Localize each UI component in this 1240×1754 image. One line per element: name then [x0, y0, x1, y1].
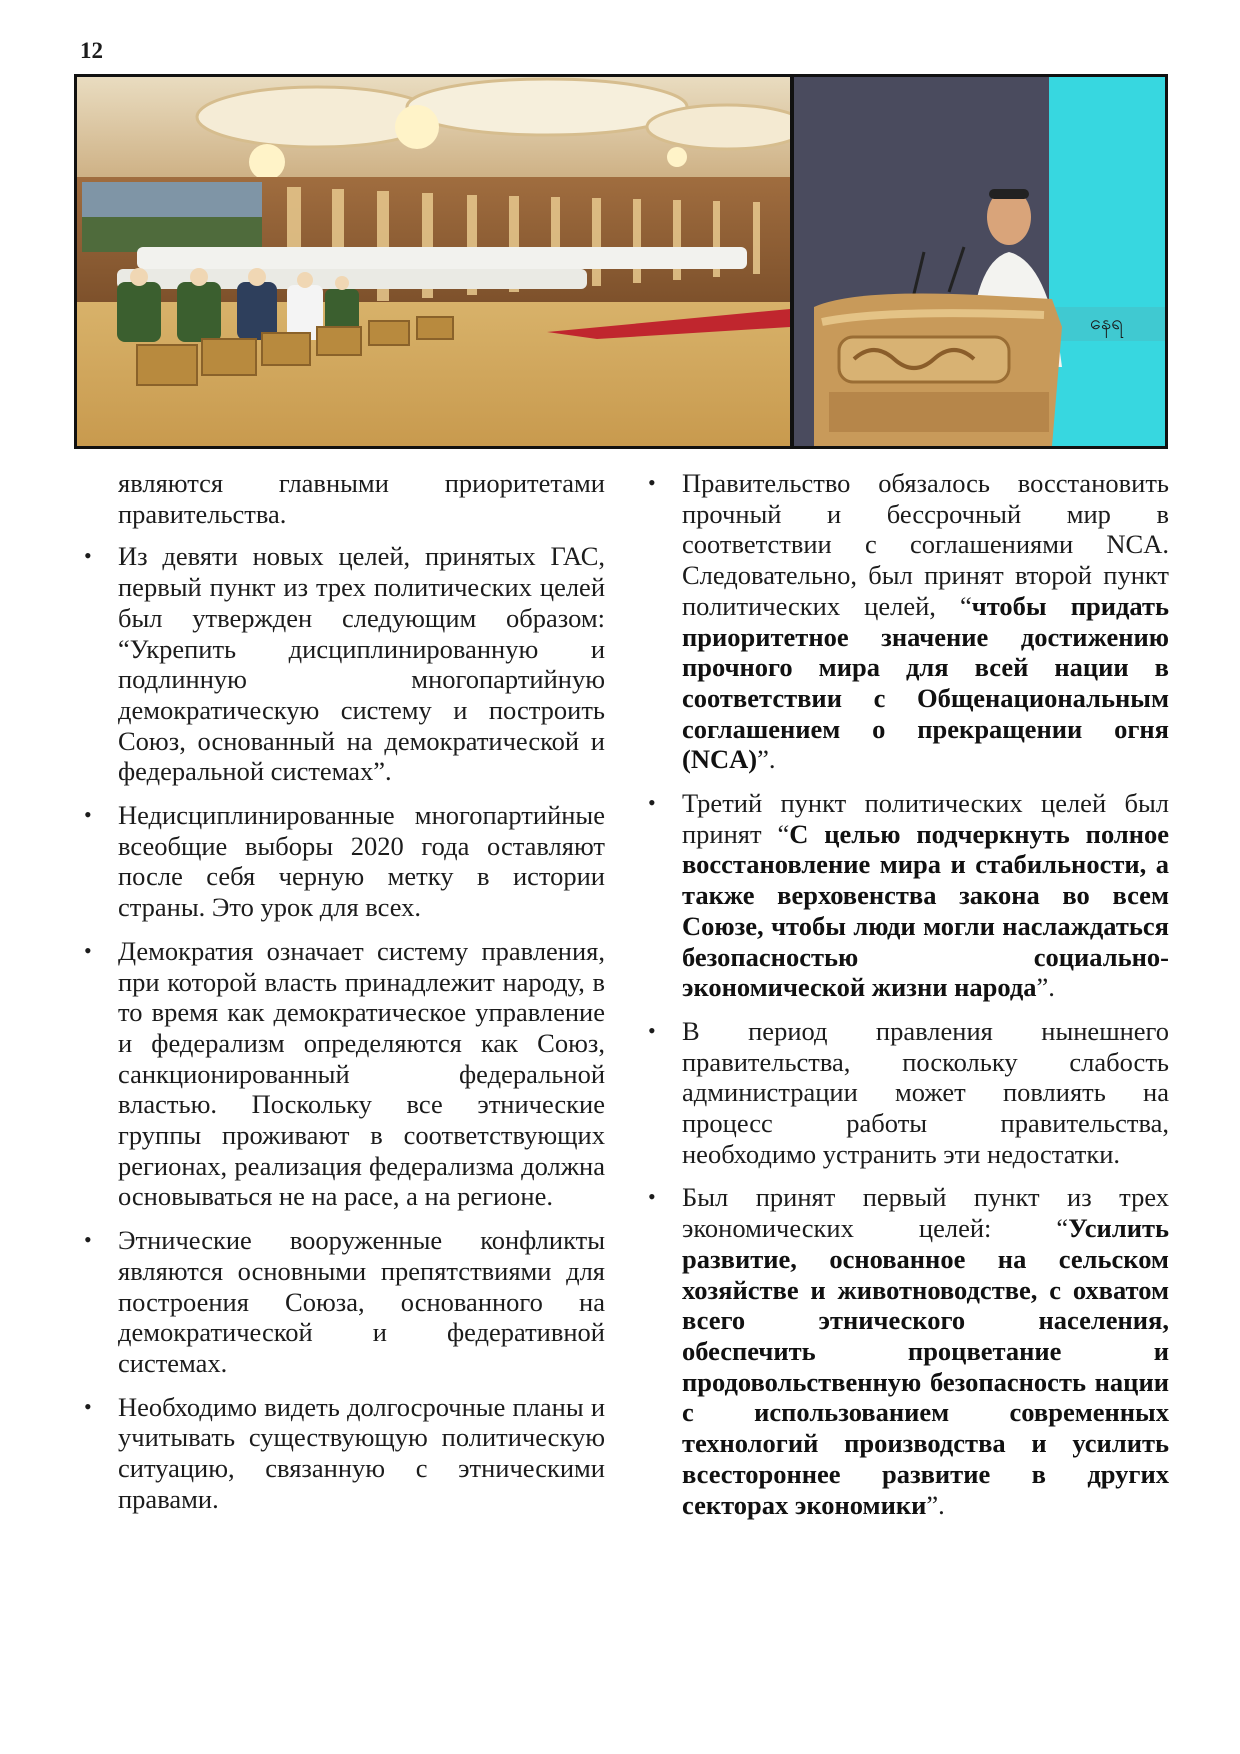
- sign-text: နေရ: [1090, 310, 1123, 334]
- bullet-icon: •: [648, 1017, 656, 1043]
- list-item: [648, 1015, 1169, 1170]
- list-item: [84, 1225, 605, 1379]
- list-item-closing: ”.: [1036, 972, 1055, 1003]
- list-item: [648, 1182, 1169, 1520]
- bullet-icon: •: [648, 470, 656, 495]
- left-column: [84, 468, 605, 1528]
- list-item: [648, 788, 1169, 1003]
- speaker-at-podium-photo: [794, 77, 1165, 446]
- list-item: [84, 800, 605, 923]
- list-item: [84, 541, 605, 787]
- page-number: 12: [80, 38, 103, 63]
- list-item-text: В период правления нынешнего правительства, поскольку слабость администрации может повлиять на процесс работы правительства, необходимо устранить эти недостатки.: [682, 1015, 1169, 1169]
- list-item: [84, 935, 605, 1212]
- list-item-emphasis: Усилить развитие, основанное на сельском хозяйстве и животноводстве, с охватом всего этнического населения, обеспечить процветание и продовольственную безопасность нации с использованием современных технологий производства и усилить всестороннее развитие в других секторах экономики: [682, 1213, 1169, 1520]
- list-item-text: Этнические вооруженные конфликты являются основными препятствиями для построения Союза, основанного на демократической и федеративной системах.: [118, 1225, 605, 1378]
- list-item-text: Недисциплинированные многопартийные всеобщие выборы 2020 года оставляют после себя черную метку в истории страны. Это урок для всех.: [118, 800, 605, 923]
- bullet-icon: •: [84, 937, 92, 963]
- list-item-text: Правительство обязалось восстановить прочный и бессрочный мир в соответствии с соглашениями NCA. Следовательно, был принят второй пункт политических целей, “: [682, 468, 1169, 621]
- list-item-closing: ”.: [926, 1489, 945, 1520]
- bullet-icon: •: [648, 1184, 656, 1210]
- continuation-text: являются главными приоритетами правительства.: [118, 468, 605, 529]
- list-item-closing: ”.: [757, 744, 776, 775]
- bullet-icon: •: [84, 543, 92, 569]
- list-item: [84, 1391, 605, 1515]
- list-item-text: Демократия означает систему правления, при которой власть принадлежит народу, в то время как демократическое управление и федерализм определяются как Союз, санкционированный федеральной властью. Поскольку все этнические группы проживают в соответствующих регионах, реализация федерализма должна основываться не на расе, а на регионе.: [118, 935, 605, 1212]
- bullet-icon: •: [84, 1393, 92, 1419]
- bullet-icon: •: [84, 802, 92, 828]
- list-item-text: Был принят первый пункт из трех экономических целей: “: [682, 1182, 1169, 1244]
- list-item-text: Необходимо видеть долгосрочные планы и учитывать существующую политическую ситуацию, связанную с этническими правами.: [118, 1391, 605, 1514]
- bullet-icon: •: [648, 790, 656, 816]
- list-item-emphasis: чтобы придать приоритетное значение достижению прочного мира для всей нации в соответствии с Общенациональным соглашением о прекращении огня (NCA): [682, 590, 1169, 775]
- list-item-emphasis: С целью подчеркнуть полное восстановление мира и стабильности, а также верховенства закона во всем Союзе, чтобы люди могли наслаждаться безопасностью социально-экономической жизни народа: [682, 818, 1169, 1003]
- right-column: [648, 468, 1169, 1533]
- list-item: [648, 468, 1169, 775]
- photo-strip: [74, 74, 1168, 449]
- list-item-text: Из девяти новых целей, принятых ГАС, первый пункт из трех политических целей был утвержден следующим образом: “Укрепить дисциплинированную и подлинную многопартийную демократическую систему и построить Союз, основанный на демократической и федеральной системах”.: [118, 541, 605, 787]
- list-item-text: Третий пункт политических целей был принят “: [682, 788, 1169, 849]
- hall-audience-photo: [77, 77, 790, 446]
- bullet-icon: •: [84, 1227, 92, 1253]
